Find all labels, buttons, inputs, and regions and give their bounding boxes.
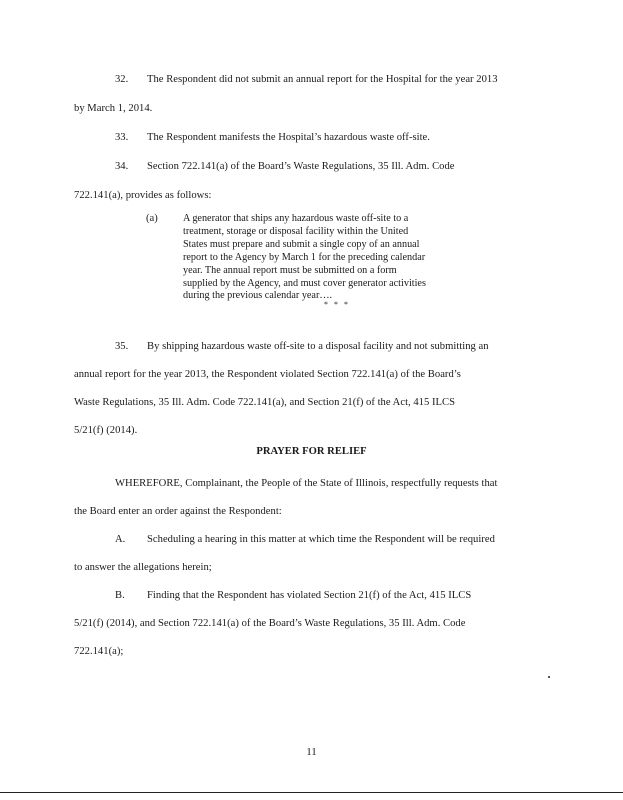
item-b-line-3: 722.141(a);: [74, 646, 124, 657]
para-35-line-4: 5/21(f) (2014).: [74, 425, 138, 436]
quote-line: States must prepare and submit a single copy of an annual: [183, 238, 420, 250]
quote-line: year. The annual report must be submitted on a form: [183, 264, 397, 276]
item-b-line-1: Finding that the Respondent has violated Section 21(f) of the Act, 415 ILCS: [147, 590, 472, 601]
quote-line: treatment, storage or disposal facility within the United: [183, 225, 409, 237]
para-33-number: 33.: [115, 132, 129, 143]
para-35-line-3: Waste Regulations, 35 Ill. Adm. Code 722.141(a), and Section 21(f) of the Act, 415 ILCS: [74, 397, 456, 408]
item-b-label: B.: [115, 590, 125, 601]
section-heading: PRAYER FOR RELIEF: [256, 446, 367, 457]
item-a-line-1: Scheduling a hearing in this matter at which time the Respondent will be required: [147, 534, 495, 545]
quote-line: A generator that ships any hazardous waste off-site to a: [183, 213, 409, 224]
para-35-number: 35.: [115, 341, 129, 352]
prayer-line-1: WHEREFORE, Complainant, the People of the State of Illinois, respectfully requests that: [115, 478, 498, 489]
item-a-label: A.: [115, 534, 126, 545]
quote-line: report to the Agency by March 1 for the preceding calendar: [183, 251, 426, 263]
quote-label: (a): [146, 213, 158, 224]
page-bottom-edge: [0, 792, 623, 793]
item-b-line-2: 5/21(f) (2014), and Section 722.141(a) of the Board’s Waste Regulations, 35 Ill. Adm. Code: [74, 618, 466, 629]
para-34-line-1: Section 722.141(a) of the Board’s Waste Regulations, 35 Ill. Adm. Code: [147, 161, 455, 172]
para-32-line-1: The Respondent did not submit an annual report for the Hospital for the year 2013: [147, 74, 498, 85]
para-34-line-2: 722.141(a), provides as follows:: [74, 190, 212, 201]
para-32-number: 32.: [115, 74, 129, 85]
para-33-line-1: The Respondent manifests the Hospital’s hazardous waste off-site.: [147, 132, 430, 143]
para-35-line-1: By shipping hazardous waste off-site to a disposal facility and not submitting an: [147, 341, 489, 352]
page-number: 11: [306, 746, 317, 758]
quote-line: supplied by the Agency, and must cover generator activities: [183, 277, 426, 289]
para-32-line-2: by March 1, 2014.: [74, 103, 153, 114]
scan-speck: [548, 676, 550, 678]
para-35-line-2: annual report for the year 2013, the Respondent violated Section 722.141(a) of the Board’s: [74, 369, 461, 380]
quote-line: during the previous calendar year….: [183, 290, 333, 302]
ellipsis-stars: * * *: [324, 300, 350, 309]
block-quote: [183, 213, 483, 303]
prayer-line-2: the Board enter an order against the Respondent:: [74, 506, 282, 517]
para-34-number: 34.: [115, 161, 129, 172]
item-a-line-2: to answer the allegations herein;: [74, 562, 212, 573]
